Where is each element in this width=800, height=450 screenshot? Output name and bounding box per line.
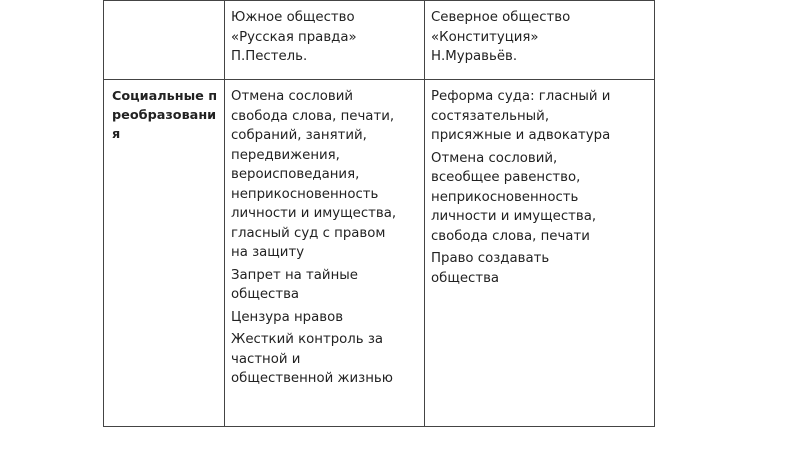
north-item: Реформа суда: гласный и состязательный, присяжные и адвокатура [431, 89, 611, 143]
comparison-table [103, 0, 655, 427]
south-item: Цензура нравов [231, 309, 344, 325]
south-item: Отмена сословий свобода слова, печати, собраний, занятий, передвижения, вероисповедания, неприкосновенность личности и имущества, гласный суд с правом на защиту [231, 89, 397, 260]
row-label-social-reforms: Социальные преобразования [112, 89, 218, 142]
north-content [425, 80, 654, 288]
south-item: Запрет на тайные общества [231, 267, 358, 302]
south-content-cell [225, 80, 425, 427]
south-item: Жесткий контроль за частной и общественной жизнью [231, 332, 393, 386]
header-empty-text [104, 1, 224, 8]
south-content [225, 80, 424, 389]
north-item: Отмена сословий, всеобщее равенство, неприкосновенность личности и имущества, свобода слова, печати [431, 150, 597, 244]
header-north-cell [425, 1, 655, 80]
table-row [104, 80, 655, 427]
table-header-row [104, 1, 655, 80]
header-south-cell [225, 1, 425, 80]
north-item: Право создавать общества [431, 251, 550, 286]
header-south-society: Южное общество «Русская правда» П.Пестель. [231, 10, 357, 64]
header-north-society: Северное общество «Конституция» Н.Муравьёв. [431, 10, 571, 64]
north-content-cell [425, 80, 655, 427]
header-empty-cell [104, 1, 225, 80]
row-label-cell [104, 80, 225, 427]
